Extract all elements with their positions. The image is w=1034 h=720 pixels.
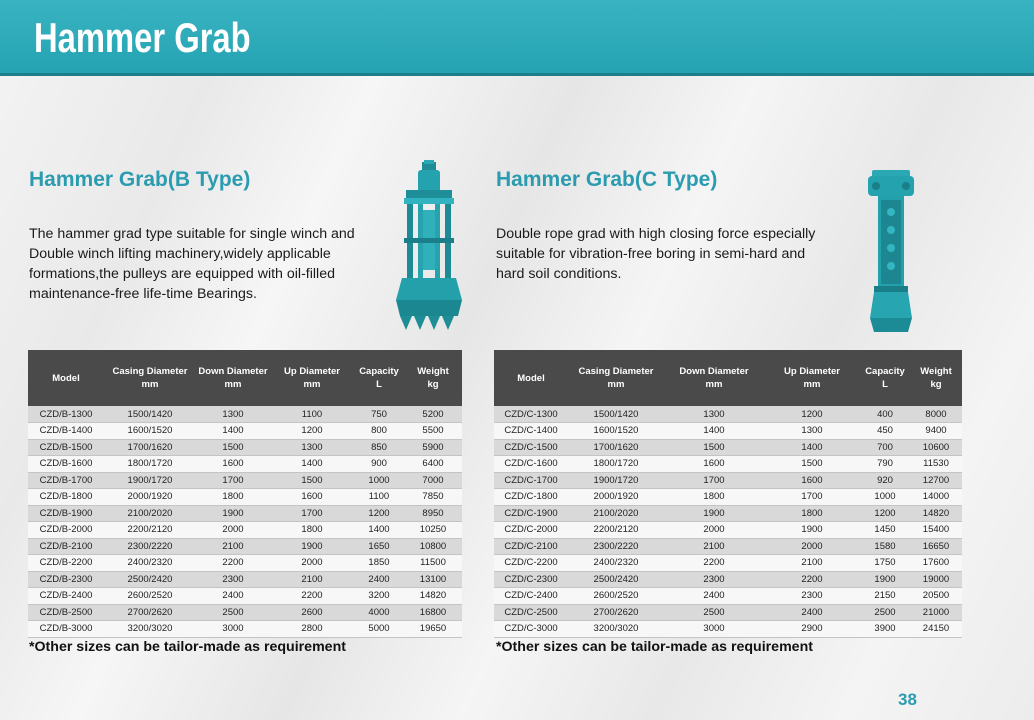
- table-cell: CZD/B-1700: [28, 472, 104, 489]
- table-cell: 1000: [860, 489, 910, 506]
- b-type-desc-line: Double winch lifting machinery,widely applicable: [29, 246, 331, 262]
- table-row: [28, 456, 462, 473]
- table-cell: CZD/B-3000: [28, 621, 104, 638]
- table-cell: 2500: [664, 604, 764, 621]
- column-header: Capacity L: [354, 350, 404, 406]
- table-cell: CZD/B-1600: [28, 456, 104, 473]
- table-row: [28, 588, 462, 605]
- table-cell: 2100/2020: [568, 505, 664, 522]
- table-cell: 1200: [270, 423, 354, 440]
- table-row: [28, 571, 462, 588]
- table-cell: 4000: [354, 604, 404, 621]
- table-cell: CZD/C-2500: [494, 604, 568, 621]
- table-cell: 14820: [910, 505, 962, 522]
- table-cell: 1450: [860, 522, 910, 539]
- table-cell: 2300: [196, 571, 270, 588]
- table-cell: 1200: [764, 406, 860, 423]
- column-header: Model: [28, 350, 104, 406]
- table-cell: 1800: [764, 505, 860, 522]
- table-cell: 2700/2620: [104, 604, 196, 621]
- table-cell: 2800: [270, 621, 354, 638]
- table-cell: 2000: [196, 522, 270, 539]
- table-row: [28, 522, 462, 539]
- table-cell: CZD/B-2100: [28, 538, 104, 555]
- c-type-desc-line: Double rope grad with high closing force especially: [496, 226, 816, 242]
- table-cell: 21000: [910, 604, 962, 621]
- table-row: [494, 588, 962, 605]
- table-row: [494, 555, 962, 572]
- table-cell: 1600: [270, 489, 354, 506]
- table-cell: 3000: [196, 621, 270, 638]
- table-cell: 2400: [664, 588, 764, 605]
- table-cell: 1900: [764, 522, 860, 539]
- table-cell: 16800: [404, 604, 462, 621]
- table-cell: 2400: [196, 588, 270, 605]
- table-row: [494, 571, 962, 588]
- table-cell: 9400: [910, 423, 962, 440]
- b-type-spec-table: [28, 350, 462, 638]
- table-cell: 2600/2520: [568, 588, 664, 605]
- table-cell: 1900/1720: [568, 472, 664, 489]
- table-cell: 1300: [196, 406, 270, 423]
- table-cell: 15400: [910, 522, 962, 539]
- table-cell: 1700/1620: [568, 439, 664, 456]
- table-cell: 1500: [664, 439, 764, 456]
- table-cell: 2150: [860, 588, 910, 605]
- table-cell: 2100: [196, 538, 270, 555]
- table-cell: 3900: [860, 621, 910, 638]
- table-cell: 2400: [764, 604, 860, 621]
- table-row: [28, 423, 462, 440]
- table-cell: 1700/1620: [104, 439, 196, 456]
- page-number: 38: [898, 690, 917, 709]
- table-cell: 1700: [270, 505, 354, 522]
- table-cell: 2900: [764, 621, 860, 638]
- table-cell: 6400: [404, 456, 462, 473]
- table-cell: CZD/C-2300: [494, 571, 568, 588]
- table-cell: 2200: [270, 588, 354, 605]
- table-cell: 1500: [764, 456, 860, 473]
- table-cell: 16650: [910, 538, 962, 555]
- table-cell: CZD/C-1400: [494, 423, 568, 440]
- table-cell: 1800: [270, 522, 354, 539]
- table-cell: 19650: [404, 621, 462, 638]
- c-type-description: [496, 224, 856, 284]
- table-cell: 2200: [196, 555, 270, 572]
- table-cell: 1300: [764, 423, 860, 440]
- table-cell: 1900: [270, 538, 354, 555]
- table-row: [494, 604, 962, 621]
- table-cell: 20500: [910, 588, 962, 605]
- table-cell: 850: [354, 439, 404, 456]
- table-cell: 920: [860, 472, 910, 489]
- table-cell: 2100: [764, 555, 860, 572]
- column-header: Casing Diameter mm: [104, 350, 196, 406]
- table-cell: 1600: [664, 456, 764, 473]
- table-cell: 1900: [860, 571, 910, 588]
- table-cell: CZD/B-1400: [28, 423, 104, 440]
- table-cell: 1580: [860, 538, 910, 555]
- column-header: Weight kg: [404, 350, 462, 406]
- table-row: [28, 505, 462, 522]
- table-cell: CZD/C-1500: [494, 439, 568, 456]
- table-row: [28, 604, 462, 621]
- table-cell: 3200: [354, 588, 404, 605]
- table-row: [28, 538, 462, 555]
- table-cell: 2300/2220: [568, 538, 664, 555]
- table-cell: 1600/1520: [568, 423, 664, 440]
- table-cell: 13100: [404, 571, 462, 588]
- table-cell: CZD/B-1800: [28, 489, 104, 506]
- table-cell: 1700: [664, 472, 764, 489]
- table-cell: 2200: [764, 571, 860, 588]
- table-cell: 10600: [910, 439, 962, 456]
- b-type-title: Hammer Grab(B Type): [29, 168, 251, 191]
- table-cell: CZD/B-2200: [28, 555, 104, 572]
- table-cell: CZD/B-2500: [28, 604, 104, 621]
- table-cell: 450: [860, 423, 910, 440]
- table-cell: 10250: [404, 522, 462, 539]
- table-cell: 2600: [270, 604, 354, 621]
- table-cell: 750: [354, 406, 404, 423]
- table-cell: CZD/B-1500: [28, 439, 104, 456]
- table-cell: 1400: [196, 423, 270, 440]
- c-type-desc-line: suitable for vibration-free boring in semi-hard and: [496, 246, 806, 262]
- table-cell: 1200: [860, 505, 910, 522]
- table-cell: 2100/2020: [104, 505, 196, 522]
- table-cell: 5200: [404, 406, 462, 423]
- table-cell: 1700: [196, 472, 270, 489]
- table-cell: 1500/1420: [568, 406, 664, 423]
- title-banner: [0, 0, 1034, 76]
- table-row: [494, 406, 962, 423]
- table-row: [494, 456, 962, 473]
- table-cell: 400: [860, 406, 910, 423]
- table-cell: 2700/2620: [568, 604, 664, 621]
- c-type-title: Hammer Grab(C Type): [496, 168, 718, 191]
- table-row: [28, 555, 462, 572]
- table-cell: 2500: [196, 604, 270, 621]
- table-cell: 1700: [764, 489, 860, 506]
- table-cell: 1900/1720: [104, 472, 196, 489]
- table-cell: 17600: [910, 555, 962, 572]
- table-cell: 2000/1920: [568, 489, 664, 506]
- table-cell: 1750: [860, 555, 910, 572]
- table-cell: 1800: [196, 489, 270, 506]
- table-cell: 2500/2420: [104, 571, 196, 588]
- table-cell: 2200/2120: [104, 522, 196, 539]
- table-cell: CZD/C-1800: [494, 489, 568, 506]
- table-cell: 7850: [404, 489, 462, 506]
- table-cell: 1100: [270, 406, 354, 423]
- table-cell: 790: [860, 456, 910, 473]
- table-cell: CZD/C-1700: [494, 472, 568, 489]
- table-cell: 1500: [270, 472, 354, 489]
- table-cell: CZD/B-1900: [28, 505, 104, 522]
- table-cell: CZD/C-2100: [494, 538, 568, 555]
- table-cell: CZD/B-2000: [28, 522, 104, 539]
- table-cell: 2000/1920: [104, 489, 196, 506]
- table-row: [494, 522, 962, 539]
- column-header: Down Diameter mm: [196, 350, 270, 406]
- table-cell: 2400/2320: [104, 555, 196, 572]
- table-cell: 12700: [910, 472, 962, 489]
- column-header: Weight kg: [910, 350, 962, 406]
- table-row: [494, 472, 962, 489]
- table-cell: 7000: [404, 472, 462, 489]
- table-cell: 24150: [910, 621, 962, 638]
- table-cell: 2400/2320: [568, 555, 664, 572]
- table-cell: 19000: [910, 571, 962, 588]
- table-cell: 11530: [910, 456, 962, 473]
- table-cell: 2500/2420: [568, 571, 664, 588]
- table-cell: 2200/2120: [568, 522, 664, 539]
- table-cell: CZD/C-1900: [494, 505, 568, 522]
- table-cell: 1500/1420: [104, 406, 196, 423]
- table-cell: 1600: [196, 456, 270, 473]
- c-type-hammer-grab-image: [866, 168, 916, 336]
- table-cell: 11500: [404, 555, 462, 572]
- table-cell: 900: [354, 456, 404, 473]
- table-cell: 800: [354, 423, 404, 440]
- b-type-footnote: *Other sizes can be tailor-made as requirement: [29, 639, 346, 655]
- table-cell: CZD/C-3000: [494, 621, 568, 638]
- table-cell: 1600/1520: [104, 423, 196, 440]
- b-type-desc-line: The hammer grad type suitable for single winch and: [29, 226, 355, 242]
- column-header: Down Diameter mm: [664, 350, 764, 406]
- table-cell: 10800: [404, 538, 462, 555]
- table-cell: 2500: [860, 604, 910, 621]
- table-cell: 1100: [354, 489, 404, 506]
- table-cell: 2600/2520: [104, 588, 196, 605]
- table-cell: 2000: [764, 538, 860, 555]
- table-cell: 1300: [270, 439, 354, 456]
- table-cell: 1400: [764, 439, 860, 456]
- table-cell: 8000: [910, 406, 962, 423]
- table-cell: CZD/C-1300: [494, 406, 568, 423]
- table-cell: CZD/B-1300: [28, 406, 104, 423]
- table-cell: 1900: [664, 505, 764, 522]
- table-cell: 2200: [664, 555, 764, 572]
- column-header: Up Diameter mm: [270, 350, 354, 406]
- column-header: Model: [494, 350, 568, 406]
- table-cell: CZD/B-2300: [28, 571, 104, 588]
- b-type-hammer-grab-image: [392, 160, 466, 332]
- table-cell: 1900: [196, 505, 270, 522]
- table-cell: 2000: [270, 555, 354, 572]
- table-cell: 2100: [270, 571, 354, 588]
- b-type-description: [29, 224, 389, 304]
- table-row: [28, 472, 462, 489]
- column-header: Capacity L: [860, 350, 910, 406]
- table-cell: 2300: [664, 571, 764, 588]
- table-cell: 2400: [354, 571, 404, 588]
- table-cell: 1850: [354, 555, 404, 572]
- table-cell: 2300: [764, 588, 860, 605]
- table-row: [494, 621, 962, 638]
- table-cell: CZD/C-1600: [494, 456, 568, 473]
- c-type-spec-table: [494, 350, 962, 638]
- page-title: Hammer Grab: [34, 14, 251, 61]
- table-cell: 5000: [354, 621, 404, 638]
- table-cell: 1500: [196, 439, 270, 456]
- table-cell: 8950: [404, 505, 462, 522]
- b-type-table-header: [28, 350, 462, 406]
- table-cell: 1400: [664, 423, 764, 440]
- table-cell: 3000: [664, 621, 764, 638]
- b-type-desc-line: formations,the pulleys are equipped with oil-filled: [29, 266, 335, 282]
- table-cell: 1650: [354, 538, 404, 555]
- table-cell: 2300/2220: [104, 538, 196, 555]
- table-cell: 3200/3020: [104, 621, 196, 638]
- table-row: [494, 423, 962, 440]
- table-cell: 2000: [664, 522, 764, 539]
- table-cell: 1000: [354, 472, 404, 489]
- b-type-table-body: [28, 406, 462, 637]
- table-cell: 1600: [764, 472, 860, 489]
- table-cell: CZD/B-2400: [28, 588, 104, 605]
- table-cell: 1400: [270, 456, 354, 473]
- table-cell: 14820: [404, 588, 462, 605]
- table-row: [494, 439, 962, 456]
- table-row: [28, 439, 462, 456]
- table-cell: 700: [860, 439, 910, 456]
- table-cell: CZD/C-2400: [494, 588, 568, 605]
- table-cell: 14000: [910, 489, 962, 506]
- c-type-footnote: *Other sizes can be tailor-made as requirement: [496, 639, 813, 655]
- table-cell: 1400: [354, 522, 404, 539]
- table-cell: 1800/1720: [568, 456, 664, 473]
- table-row: [28, 489, 462, 506]
- table-cell: 2100: [664, 538, 764, 555]
- table-row: [28, 621, 462, 638]
- c-type-table-header: [494, 350, 962, 406]
- c-type-desc-line: hard soil conditions.: [496, 266, 622, 282]
- column-header: Casing Diameter mm: [568, 350, 664, 406]
- table-cell: CZD/C-2200: [494, 555, 568, 572]
- table-cell: 1800/1720: [104, 456, 196, 473]
- table-row: [494, 538, 962, 555]
- table-row: [494, 489, 962, 506]
- table-cell: 5500: [404, 423, 462, 440]
- table-row: [494, 505, 962, 522]
- table-cell: 1800: [664, 489, 764, 506]
- c-type-table-body: [494, 406, 962, 637]
- table-cell: 5900: [404, 439, 462, 456]
- table-cell: 1300: [664, 406, 764, 423]
- table-cell: 1200: [354, 505, 404, 522]
- column-header: Up Diameter mm: [764, 350, 860, 406]
- table-cell: CZD/C-2000: [494, 522, 568, 539]
- table-cell: 3200/3020: [568, 621, 664, 638]
- b-type-desc-line: maintenance-free life-time Bearings.: [29, 286, 257, 302]
- table-row: [28, 406, 462, 423]
